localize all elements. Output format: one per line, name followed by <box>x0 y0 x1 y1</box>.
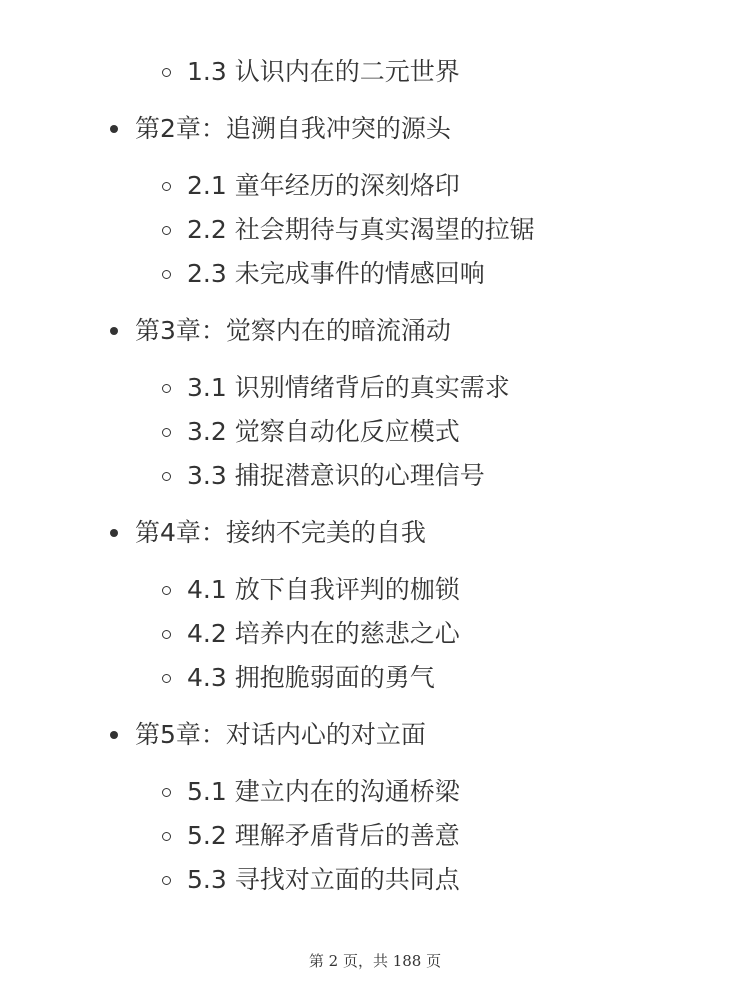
toc-item-text: 第5章：对话内心的对立面 <box>135 720 426 749</box>
toc-section-item <box>162 658 435 698</box>
toc-section-item <box>162 614 460 654</box>
toc-chapter-item <box>110 513 426 553</box>
toc-section-item <box>162 570 460 610</box>
toc-item-text: 5.1 建立内在的沟通桥梁 <box>187 777 460 806</box>
toc-section-item <box>162 210 535 250</box>
filled-disc-bullet-icon <box>110 529 118 537</box>
toc-item-text: 3.1 识别情绪背后的真实需求 <box>187 373 510 402</box>
toc-item-text: 2.2 社会期待与真实渴望的拉锯 <box>187 215 535 244</box>
toc-section-item <box>162 772 460 812</box>
toc-item-text: 3.3 捕捉潜意识的心理信号 <box>187 461 485 490</box>
hollow-circle-bullet-icon <box>162 428 171 437</box>
toc-item-text: 1.3 认识内在的二元世界 <box>187 57 460 86</box>
toc-chapter-item <box>110 715 426 755</box>
toc-chapter-item <box>110 311 451 351</box>
toc-item-text: 第2章：追溯自我冲突的源头 <box>135 114 451 143</box>
toc-item-text: 4.1 放下自我评判的枷锁 <box>187 575 460 604</box>
hollow-circle-bullet-icon <box>162 876 171 885</box>
toc-section-item <box>162 166 460 206</box>
filled-disc-bullet-icon <box>110 125 118 133</box>
toc-item-text: 3.2 觉察自动化反应模式 <box>187 417 460 446</box>
filled-disc-bullet-icon <box>110 327 118 335</box>
toc-item-text: 5.2 理解矛盾背后的善意 <box>187 821 460 850</box>
toc-section-item <box>162 52 460 92</box>
hollow-circle-bullet-icon <box>162 832 171 841</box>
toc-section-item <box>162 860 460 900</box>
hollow-circle-bullet-icon <box>162 472 171 481</box>
filled-disc-bullet-icon <box>110 731 118 739</box>
hollow-circle-bullet-icon <box>162 384 171 393</box>
toc-item-text: 4.3 拥抱脆弱面的勇气 <box>187 663 435 692</box>
toc-section-item <box>162 456 485 496</box>
toc-section-item <box>162 816 460 856</box>
toc-item-text: 5.3 寻找对立面的共同点 <box>187 865 460 894</box>
toc-item-text: 4.2 培养内在的慈悲之心 <box>187 619 460 648</box>
hollow-circle-bullet-icon <box>162 788 171 797</box>
hollow-circle-bullet-icon <box>162 182 171 191</box>
hollow-circle-bullet-icon <box>162 270 171 279</box>
hollow-circle-bullet-icon <box>162 674 171 683</box>
page-number-footer: 第 2 页，共 188 页 <box>308 952 442 970</box>
hollow-circle-bullet-icon <box>162 68 171 77</box>
hollow-circle-bullet-icon <box>162 586 171 595</box>
toc-item-text: 2.1 童年经历的深刻烙印 <box>187 171 460 200</box>
toc-section-item <box>162 368 510 408</box>
toc-chapter-item <box>110 109 451 149</box>
toc-item-text: 第3章：觉察内在的暗流涌动 <box>135 316 451 345</box>
toc-item-text: 第4章：接纳不完美的自我 <box>135 518 426 547</box>
toc-section-item <box>162 412 460 452</box>
hollow-circle-bullet-icon <box>162 226 171 235</box>
hollow-circle-bullet-icon <box>162 630 171 639</box>
toc-section-item <box>162 254 485 294</box>
toc-item-text: 2.3 未完成事件的情感回响 <box>187 259 485 288</box>
